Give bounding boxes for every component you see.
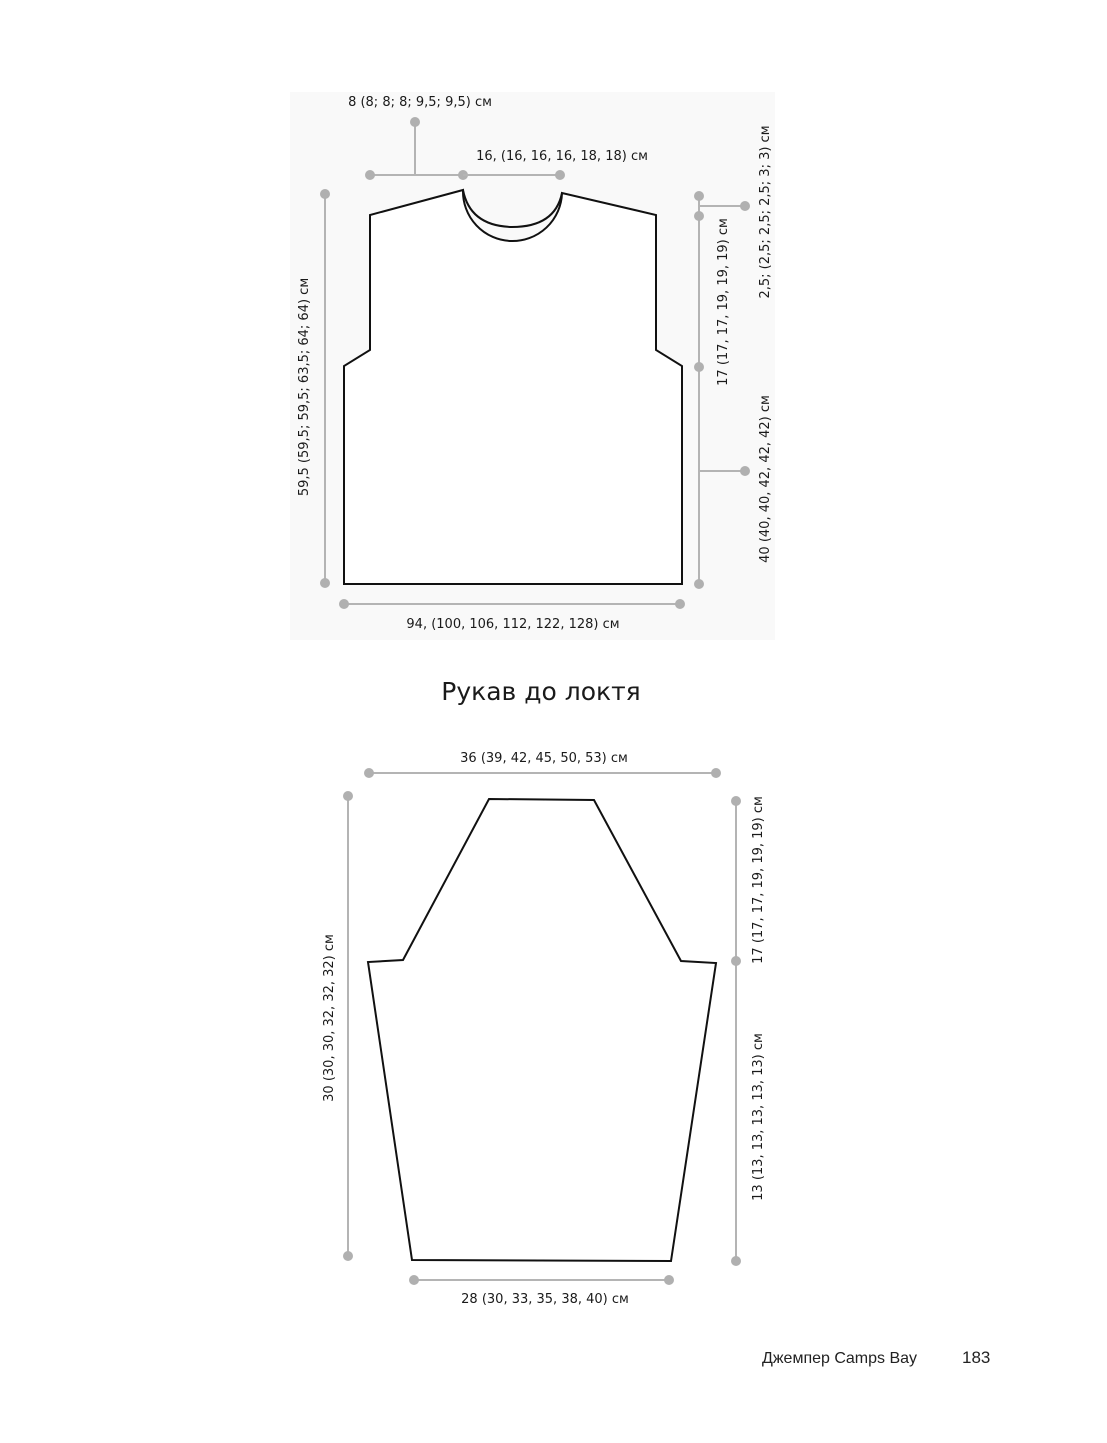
sleeve-title: Рукав до локтя: [441, 677, 641, 706]
sleeve-top-width-label: 36 (39, 42, 45, 50, 53) см: [460, 751, 628, 766]
sleeve-cap-height-label: 17 (17, 17, 19, 19, 19) см: [751, 796, 766, 964]
sleeve-top-width-dimension: [364, 751, 721, 778]
shoulder-slope-label: 2,5; (2,5; 2,5; 2,5; 3; 3) см: [758, 125, 773, 299]
sleeve-cuff-width-label: 28 (30, 33, 35, 38, 40) см: [461, 1292, 629, 1307]
sleeve-diagram: [322, 751, 766, 1307]
armhole-depth-label: 17 (17, 17, 19, 19, 19) см: [716, 218, 731, 386]
footer-pattern-name: Джемпер Camps Bay: [762, 1350, 918, 1367]
neck-width-label: 16, (16, 16, 16, 18, 18) см: [476, 149, 648, 164]
sleeve-length-label: 30 (30, 30, 32, 32, 32) см: [322, 934, 337, 1102]
body-diagram: [290, 92, 775, 640]
sleeve-cuff-width-dimension: [409, 1275, 674, 1307]
body-length-label: 40 (40, 40, 42, 42, 42) см: [758, 395, 773, 563]
sleeve-outline: [368, 799, 716, 1261]
sleeve-lower-length-label: 13 (13, 13, 13, 13, 13) см: [751, 1033, 766, 1201]
body-width-label: 94, (100, 106, 112, 122, 128) см: [406, 617, 620, 632]
shoulder-width-label: 8 (8; 8; 8; 9,5; 9,5) см: [348, 95, 492, 110]
sleeve-right-dimensions: [731, 796, 766, 1266]
sleeve-length-dimension: [322, 791, 353, 1261]
page-number: 183: [962, 1348, 991, 1367]
total-length-label: 59,5 (59,5; 59,5; 63,5; 64; 64) см: [297, 277, 312, 497]
body-outline: [344, 190, 682, 584]
